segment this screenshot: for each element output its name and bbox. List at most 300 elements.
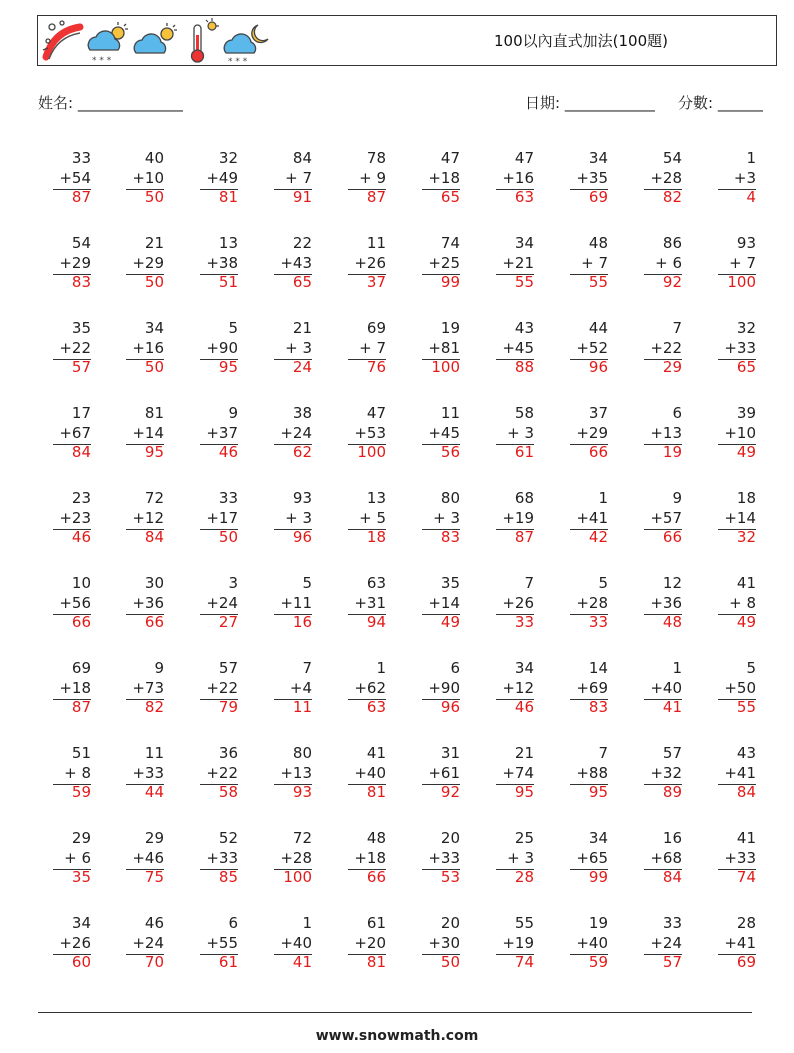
sum-line bbox=[274, 614, 312, 615]
addition-problem bbox=[268, 319, 312, 378]
addition-problem bbox=[268, 404, 312, 463]
answer: 66 bbox=[71, 613, 91, 631]
sum-line bbox=[200, 869, 238, 870]
addend-bottom: +4 bbox=[289, 678, 312, 697]
sum-line bbox=[348, 614, 386, 615]
sum-line bbox=[422, 869, 460, 870]
sum-line bbox=[200, 699, 238, 700]
addition-problem bbox=[712, 489, 756, 548]
addend-bottom: +88 bbox=[576, 763, 608, 782]
addition-problem bbox=[490, 574, 534, 633]
addend-bottom: + 7 bbox=[359, 338, 386, 357]
sum-line bbox=[496, 359, 534, 360]
answer: 87 bbox=[71, 698, 91, 716]
addend-top: 44 bbox=[588, 319, 608, 337]
addition-problem bbox=[712, 234, 756, 293]
answer: 100 bbox=[431, 358, 460, 376]
addend-bottom: +68 bbox=[650, 848, 682, 867]
addition-problem bbox=[120, 829, 164, 888]
addend-bottom: + 7 bbox=[581, 253, 608, 272]
addend-top: 39 bbox=[736, 404, 756, 422]
answer: 95 bbox=[588, 783, 608, 801]
addend-bottom: +45 bbox=[502, 338, 534, 357]
addend-bottom: +90 bbox=[428, 678, 460, 697]
addend-top: 6 bbox=[672, 404, 682, 422]
addend-bottom: +17 bbox=[206, 508, 238, 527]
addend-top: 5 bbox=[228, 319, 238, 337]
addend-bottom: +35 bbox=[576, 168, 608, 187]
sum-line bbox=[53, 614, 91, 615]
sum-line bbox=[718, 529, 756, 530]
addition-problem bbox=[564, 234, 608, 293]
sum-line bbox=[53, 189, 91, 190]
addend-top: 22 bbox=[292, 234, 312, 252]
addend-bottom: +26 bbox=[502, 593, 534, 612]
answer: 66 bbox=[366, 868, 386, 886]
answer: 74 bbox=[514, 953, 534, 971]
addition-problem bbox=[564, 744, 608, 803]
addend-top: 43 bbox=[736, 744, 756, 762]
answer: 46 bbox=[71, 528, 91, 546]
addend-top: 33 bbox=[662, 914, 682, 932]
addition-problem bbox=[416, 829, 460, 888]
addition-problem bbox=[47, 829, 91, 888]
addend-bottom: +62 bbox=[354, 678, 386, 697]
addend-top: 18 bbox=[736, 489, 756, 507]
addend-top: 86 bbox=[662, 234, 682, 252]
sum-line bbox=[274, 189, 312, 190]
addend-top: 31 bbox=[440, 744, 460, 762]
answer: 75 bbox=[144, 868, 164, 886]
addition-problem bbox=[120, 404, 164, 463]
addend-bottom: +16 bbox=[132, 338, 164, 357]
addition-problem bbox=[490, 404, 534, 463]
addend-bottom: +22 bbox=[650, 338, 682, 357]
addition-problem bbox=[416, 659, 460, 718]
addend-bottom: +50 bbox=[724, 678, 756, 697]
addend-bottom: +18 bbox=[59, 678, 91, 697]
answer: 28 bbox=[514, 868, 534, 886]
addend-top: 25 bbox=[514, 829, 534, 847]
sum-line bbox=[200, 529, 238, 530]
addition-problem bbox=[416, 489, 460, 548]
sum-line bbox=[644, 274, 682, 275]
addition-problem bbox=[194, 489, 238, 548]
sum-line bbox=[496, 784, 534, 785]
sum-line bbox=[53, 274, 91, 275]
addition-problem bbox=[712, 404, 756, 463]
addition-problem bbox=[120, 744, 164, 803]
answer: 83 bbox=[440, 528, 460, 546]
addition-problem bbox=[490, 744, 534, 803]
addend-top: 23 bbox=[71, 489, 91, 507]
sum-line bbox=[644, 784, 682, 785]
addend-top: 93 bbox=[292, 489, 312, 507]
answer: 56 bbox=[440, 443, 460, 461]
answer: 76 bbox=[366, 358, 386, 376]
addend-top: 36 bbox=[218, 744, 238, 762]
addend-bottom: +40 bbox=[354, 763, 386, 782]
addition-problem bbox=[120, 319, 164, 378]
answer: 95 bbox=[144, 443, 164, 461]
addend-top: 47 bbox=[514, 149, 534, 167]
sum-line bbox=[422, 614, 460, 615]
answer: 84 bbox=[71, 443, 91, 461]
addend-bottom: +41 bbox=[724, 933, 756, 952]
answer: 42 bbox=[588, 528, 608, 546]
sum-line bbox=[348, 869, 386, 870]
sum-line bbox=[570, 954, 608, 955]
sum-line bbox=[126, 529, 164, 530]
addend-bottom: +41 bbox=[576, 508, 608, 527]
addition-problem bbox=[638, 574, 682, 633]
addend-bottom: + 9 bbox=[359, 168, 386, 187]
addend-top: 46 bbox=[144, 914, 164, 932]
addend-top: 32 bbox=[736, 319, 756, 337]
sum-line bbox=[126, 954, 164, 955]
addend-top: 5 bbox=[302, 574, 312, 592]
addend-bottom: +18 bbox=[428, 168, 460, 187]
answer: 50 bbox=[144, 188, 164, 206]
answer: 59 bbox=[588, 953, 608, 971]
addend-top: 1 bbox=[376, 659, 386, 677]
answer: 44 bbox=[144, 783, 164, 801]
answer: 37 bbox=[366, 273, 386, 291]
answer: 46 bbox=[218, 443, 238, 461]
addend-bottom: +19 bbox=[502, 508, 534, 527]
addend-bottom: +16 bbox=[502, 168, 534, 187]
addend-bottom: +26 bbox=[59, 933, 91, 952]
sum-line bbox=[496, 189, 534, 190]
addend-bottom: +13 bbox=[650, 423, 682, 442]
sum-line bbox=[274, 869, 312, 870]
sum-line bbox=[570, 784, 608, 785]
addition-problem bbox=[342, 319, 386, 378]
addition-problem bbox=[194, 404, 238, 463]
addition-problem bbox=[47, 149, 91, 208]
answer: 87 bbox=[71, 188, 91, 206]
sum-line bbox=[200, 614, 238, 615]
addend-bottom: +33 bbox=[206, 848, 238, 867]
addend-bottom: +56 bbox=[59, 593, 91, 612]
addend-top: 33 bbox=[71, 149, 91, 167]
addend-bottom: +23 bbox=[59, 508, 91, 527]
addend-top: 29 bbox=[144, 829, 164, 847]
sum-line bbox=[126, 359, 164, 360]
addend-top: 34 bbox=[71, 914, 91, 932]
sum-line bbox=[570, 529, 608, 530]
sum-line bbox=[644, 444, 682, 445]
addend-top: 48 bbox=[366, 829, 386, 847]
addition-problem bbox=[712, 319, 756, 378]
answer: 79 bbox=[218, 698, 238, 716]
answer: 50 bbox=[218, 528, 238, 546]
addend-bottom: +10 bbox=[724, 423, 756, 442]
addend-bottom: +24 bbox=[650, 933, 682, 952]
sum-line bbox=[644, 869, 682, 870]
addition-problem bbox=[194, 914, 238, 973]
answer: 49 bbox=[440, 613, 460, 631]
answer: 57 bbox=[662, 953, 682, 971]
worksheet-title: 100以內直式加法(100題) bbox=[494, 32, 668, 50]
addition-problem bbox=[712, 829, 756, 888]
addend-bottom: +24 bbox=[132, 933, 164, 952]
addend-bottom: +12 bbox=[132, 508, 164, 527]
addend-top: 81 bbox=[144, 404, 164, 422]
addition-problem bbox=[638, 914, 682, 973]
addend-bottom: + 6 bbox=[655, 253, 682, 272]
addend-top: 9 bbox=[672, 489, 682, 507]
addition-problem bbox=[120, 659, 164, 718]
addend-bottom: + 3 bbox=[507, 848, 534, 867]
addend-bottom: +45 bbox=[428, 423, 460, 442]
date-field: 日期: ____________ bbox=[525, 94, 655, 112]
addend-top: 84 bbox=[292, 149, 312, 167]
sum-line bbox=[422, 784, 460, 785]
sum-line bbox=[570, 869, 608, 870]
addend-bottom: +37 bbox=[206, 423, 238, 442]
addend-top: 19 bbox=[440, 319, 460, 337]
addend-top: 13 bbox=[218, 234, 238, 252]
sum-line bbox=[200, 954, 238, 955]
answer: 53 bbox=[440, 868, 460, 886]
addend-top: 80 bbox=[292, 744, 312, 762]
addend-bottom: +81 bbox=[428, 338, 460, 357]
sum-line bbox=[422, 274, 460, 275]
addition-problem bbox=[342, 574, 386, 633]
addition-problem bbox=[268, 914, 312, 973]
answer: 92 bbox=[662, 273, 682, 291]
answer: 95 bbox=[218, 358, 238, 376]
addend-top: 37 bbox=[588, 404, 608, 422]
answer: 16 bbox=[292, 613, 312, 631]
answer: 92 bbox=[440, 783, 460, 801]
addend-top: 19 bbox=[588, 914, 608, 932]
addition-problem bbox=[564, 149, 608, 208]
addend-top: 47 bbox=[440, 149, 460, 167]
addend-bottom: + 8 bbox=[729, 593, 756, 612]
name-field: 姓名: ______________ bbox=[38, 94, 183, 112]
answer: 33 bbox=[514, 613, 534, 631]
sum-line bbox=[200, 189, 238, 190]
addend-top: 57 bbox=[218, 659, 238, 677]
addend-top: 74 bbox=[440, 234, 460, 252]
addition-problem bbox=[342, 149, 386, 208]
sum-line bbox=[422, 189, 460, 190]
addend-bottom: + 3 bbox=[285, 338, 312, 357]
addition-problem bbox=[194, 744, 238, 803]
answer: 24 bbox=[292, 358, 312, 376]
addend-top: 61 bbox=[366, 914, 386, 932]
sum-line bbox=[53, 529, 91, 530]
addend-top: 41 bbox=[366, 744, 386, 762]
addend-bottom: +22 bbox=[206, 678, 238, 697]
addend-bottom: +20 bbox=[354, 933, 386, 952]
addend-top: 41 bbox=[736, 829, 756, 847]
addend-top: 9 bbox=[228, 404, 238, 422]
addend-bottom: +29 bbox=[132, 253, 164, 272]
addition-problem bbox=[490, 914, 534, 973]
footer-divider bbox=[38, 1012, 752, 1013]
addend-bottom: +31 bbox=[354, 593, 386, 612]
addition-problem bbox=[712, 149, 756, 208]
sum-line bbox=[200, 784, 238, 785]
answer: 11 bbox=[292, 698, 312, 716]
sum-line bbox=[644, 699, 682, 700]
addend-top: 48 bbox=[588, 234, 608, 252]
addend-bottom: +43 bbox=[280, 253, 312, 272]
addition-problem bbox=[47, 914, 91, 973]
addition-problem bbox=[638, 234, 682, 293]
addend-top: 54 bbox=[662, 149, 682, 167]
addend-bottom: +52 bbox=[576, 338, 608, 357]
addition-problem bbox=[268, 149, 312, 208]
sum-line bbox=[348, 444, 386, 445]
addend-top: 7 bbox=[672, 319, 682, 337]
addition-problem bbox=[490, 829, 534, 888]
addition-problem bbox=[194, 234, 238, 293]
addition-problem bbox=[564, 914, 608, 973]
sum-line bbox=[644, 614, 682, 615]
addition-problem bbox=[416, 404, 460, 463]
addend-bottom: + 5 bbox=[359, 508, 386, 527]
answer: 84 bbox=[736, 783, 756, 801]
answer: 32 bbox=[736, 528, 756, 546]
addend-top: 21 bbox=[144, 234, 164, 252]
addition-problem bbox=[47, 404, 91, 463]
sum-line bbox=[348, 189, 386, 190]
addend-bottom: +25 bbox=[428, 253, 460, 272]
addend-bottom: +26 bbox=[354, 253, 386, 272]
answer: 95 bbox=[514, 783, 534, 801]
answer: 41 bbox=[292, 953, 312, 971]
addend-top: 34 bbox=[588, 829, 608, 847]
addend-top: 1 bbox=[672, 659, 682, 677]
addition-problem bbox=[712, 744, 756, 803]
addend-bottom: +14 bbox=[132, 423, 164, 442]
answer: 87 bbox=[366, 188, 386, 206]
addend-top: 32 bbox=[218, 149, 238, 167]
addition-problem bbox=[268, 744, 312, 803]
addend-bottom: +46 bbox=[132, 848, 164, 867]
answer: 83 bbox=[71, 273, 91, 291]
sum-line bbox=[53, 359, 91, 360]
answer: 51 bbox=[218, 273, 238, 291]
addition-problem bbox=[47, 489, 91, 548]
answer: 48 bbox=[662, 613, 682, 631]
addend-top: 68 bbox=[514, 489, 534, 507]
addend-top: 6 bbox=[228, 914, 238, 932]
answer: 29 bbox=[662, 358, 682, 376]
addend-bottom: +21 bbox=[502, 253, 534, 272]
sum-line bbox=[718, 274, 756, 275]
sum-line bbox=[126, 869, 164, 870]
answer: 83 bbox=[588, 698, 608, 716]
addition-problem bbox=[342, 744, 386, 803]
sum-line bbox=[718, 189, 756, 190]
addend-bottom: +24 bbox=[280, 423, 312, 442]
addend-top: 69 bbox=[366, 319, 386, 337]
answer: 84 bbox=[662, 868, 682, 886]
answer: 61 bbox=[514, 443, 534, 461]
sum-line bbox=[274, 359, 312, 360]
answer: 27 bbox=[218, 613, 238, 631]
sum-line bbox=[644, 189, 682, 190]
addition-problem bbox=[638, 404, 682, 463]
score-field: 分數: ______ bbox=[678, 94, 763, 112]
sum-line bbox=[274, 784, 312, 785]
answer: 66 bbox=[144, 613, 164, 631]
addition-problem bbox=[416, 574, 460, 633]
addition-problem bbox=[268, 489, 312, 548]
answer: 50 bbox=[440, 953, 460, 971]
answer: 99 bbox=[440, 273, 460, 291]
addition-problem bbox=[342, 489, 386, 548]
answer: 99 bbox=[588, 868, 608, 886]
addition-problem bbox=[47, 744, 91, 803]
addend-top: 35 bbox=[440, 574, 460, 592]
addend-bottom: +53 bbox=[354, 423, 386, 442]
sum-line bbox=[718, 869, 756, 870]
addend-bottom: + 8 bbox=[64, 763, 91, 782]
sum-line bbox=[496, 954, 534, 955]
addition-problem bbox=[416, 319, 460, 378]
sum-line bbox=[348, 784, 386, 785]
answer: 81 bbox=[366, 783, 386, 801]
sum-line bbox=[126, 699, 164, 700]
sum-line bbox=[422, 699, 460, 700]
addend-top: 20 bbox=[440, 914, 460, 932]
addition-problem bbox=[490, 319, 534, 378]
addend-bottom: +40 bbox=[650, 678, 682, 697]
sum-line bbox=[496, 444, 534, 445]
sum-line bbox=[718, 784, 756, 785]
addend-bottom: +41 bbox=[724, 763, 756, 782]
addition-problem bbox=[712, 914, 756, 973]
addend-top: 5 bbox=[598, 574, 608, 592]
addend-bottom: +10 bbox=[132, 168, 164, 187]
answer: 66 bbox=[588, 443, 608, 461]
answer: 96 bbox=[588, 358, 608, 376]
addition-problem bbox=[638, 659, 682, 718]
answer: 89 bbox=[662, 783, 682, 801]
addition-problem bbox=[120, 574, 164, 633]
answer: 100 bbox=[727, 273, 756, 291]
addition-problem bbox=[638, 829, 682, 888]
answer: 69 bbox=[736, 953, 756, 971]
addend-top: 7 bbox=[302, 659, 312, 677]
answer: 46 bbox=[514, 698, 534, 716]
answer: 49 bbox=[736, 443, 756, 461]
addend-top: 30 bbox=[144, 574, 164, 592]
sum-line bbox=[126, 274, 164, 275]
answer: 33 bbox=[588, 613, 608, 631]
addition-problem bbox=[342, 914, 386, 973]
answer: 74 bbox=[736, 868, 756, 886]
answer: 35 bbox=[71, 868, 91, 886]
sum-line bbox=[570, 444, 608, 445]
answer: 49 bbox=[736, 613, 756, 631]
sum-line bbox=[718, 444, 756, 445]
addend-bottom: + 3 bbox=[507, 423, 534, 442]
svg-text:* * *: * * * bbox=[228, 57, 248, 65]
answer: 65 bbox=[440, 188, 460, 206]
answer: 55 bbox=[736, 698, 756, 716]
addend-top: 33 bbox=[218, 489, 238, 507]
addition-problem bbox=[268, 659, 312, 718]
addition-problem bbox=[47, 319, 91, 378]
addend-top: 58 bbox=[514, 404, 534, 422]
